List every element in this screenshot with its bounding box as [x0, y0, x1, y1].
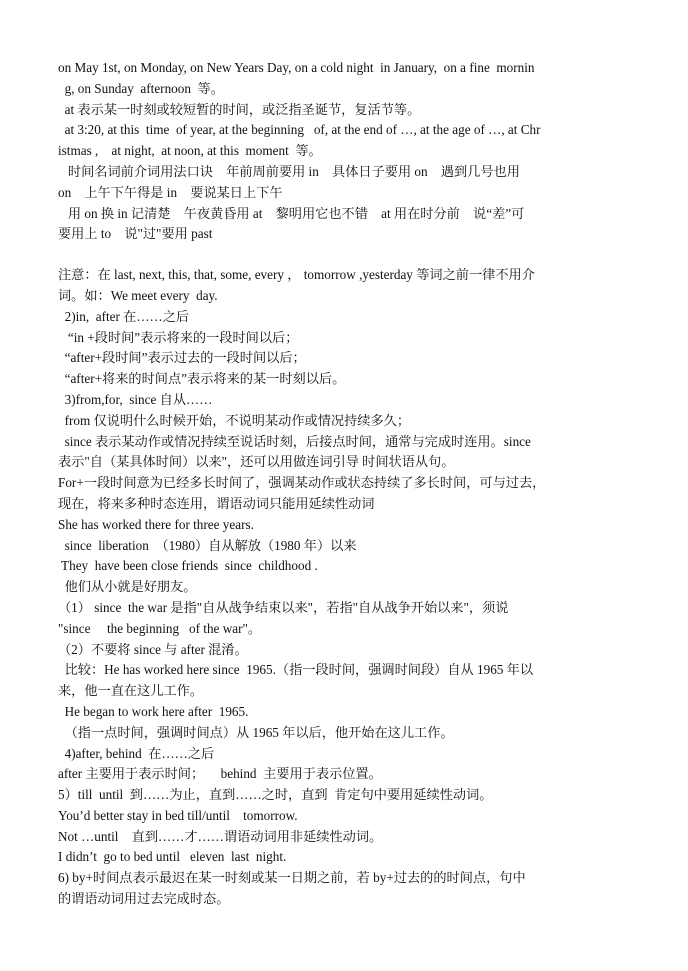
blank-line	[58, 245, 632, 265]
text-line: on 上午下午得是 in 要说某日上下午	[58, 184, 283, 200]
text-line: 3)from,for, since 自从……	[58, 391, 213, 407]
text-line: You’d better stay in bed till/until tomorrow.	[58, 807, 298, 823]
text-line: “after+将来的时间点”表示将来的某一时刻以后。	[58, 371, 346, 387]
document-page	[58, 58, 632, 910]
text-line: 他们从小就是好朋友。	[58, 579, 197, 595]
text-line: 来，他一直在这儿工作。	[58, 683, 204, 699]
text-line: 2)in, after 在……之后	[58, 308, 190, 324]
text-line: （指一点时间，强调时间点）从 1965 年以后，他开始在这儿工作。	[58, 724, 454, 740]
text-line: 现在，将来多种时态连用，谓语动词只能用延续性动词	[58, 495, 375, 511]
text-line: g, on Sunday afternoon 等。	[58, 80, 224, 96]
text-line: 词。如：We meet every day.	[58, 287, 218, 303]
text-line: at 表示某一时刻或较短暂的时间，或泛指圣诞节，复活节等。	[58, 101, 421, 117]
text-line: "since the beginning of the war"。	[58, 620, 262, 636]
text-line: He began to work here after 1965.	[58, 703, 249, 719]
text-line: since 表示某动作或情况持续至说话时刻，后接点时间，通常与完成时连用。since	[58, 433, 531, 449]
text-line: 的谓语动词用过去完成时态。	[58, 891, 230, 907]
text-line: “in +段时间”表示将来的一段时间以后；	[58, 329, 299, 345]
text-line: “after+段时间”表示过去的一段时间以后；	[58, 350, 306, 366]
text-line: 要用上 to 说"过"要用 past	[58, 226, 213, 242]
text-line: after 主要用于表示时间； behind 主要用于表示位置。	[58, 766, 382, 782]
text-line: For+一段时间意为已经多长时间了，强调某动作或状态持续了多长时间，可与过去，	[58, 475, 546, 491]
text-line: 5）till until 到……为止，直到……之时，直到 肯定句中要用延续性动词。	[58, 787, 493, 803]
text-line: （2）不要将 since 与 after 混淆。	[58, 641, 248, 657]
text-line: 6) by+时间点表示最迟在某一时刻或某一日期之前，若 by+过去的的时间点，句中	[58, 870, 526, 886]
text-line: since liberation （1980）自从解放（1980 年）以来	[58, 537, 357, 553]
text-line: 用 on 换 in 记清楚 午夜黄昏用 at 黎明用它也不错 at 用在时分前 说“差”可	[58, 205, 525, 221]
text-line: （1） since the war 是指"自从战争结束以来"，若指"自从战争开始以来"，须说	[58, 599, 509, 615]
text-line: I didn’t go to bed until eleven last night.	[58, 849, 287, 865]
text-line: istmas , at night, at noon, at this moment 等。	[58, 143, 322, 159]
text-line: She has worked there for three years.	[58, 516, 254, 532]
text-line: Not …until 直到……才……谓语动词用非延续性动词。	[58, 828, 383, 844]
text-line: at 3:20, at this time of year, at the beginning of, at the end of …, at the age of …, at Chr	[58, 122, 541, 138]
text-line: on May 1st, on Monday, on New Years Day, on a cold night in January, on a fine mornin	[58, 60, 535, 75]
text-line: 注意：在 last, next, this, that, some, every ， tomorrow ,yesterday 等词之前一律不用介	[58, 267, 535, 283]
text-line: from 仅说明什么时候开始，不说明某动作或情况持续多久；	[58, 412, 411, 428]
text-line: 比较：He has worked here since 1965.（指一段时间，强调时间段）自从 1965 年以	[58, 662, 534, 678]
text-line: 4)after, behind 在……之后	[58, 745, 215, 761]
text-line: 时间名词前介词用法口诀 年前周前要用 in 具体日子要用 on 遇到几号也用	[58, 163, 520, 179]
text-line: They have been close friends since childhood .	[58, 558, 318, 574]
text-line: 表示"自（某具体时间）以来"，还可以用做连词引导 时间状语从句。	[58, 454, 455, 470]
